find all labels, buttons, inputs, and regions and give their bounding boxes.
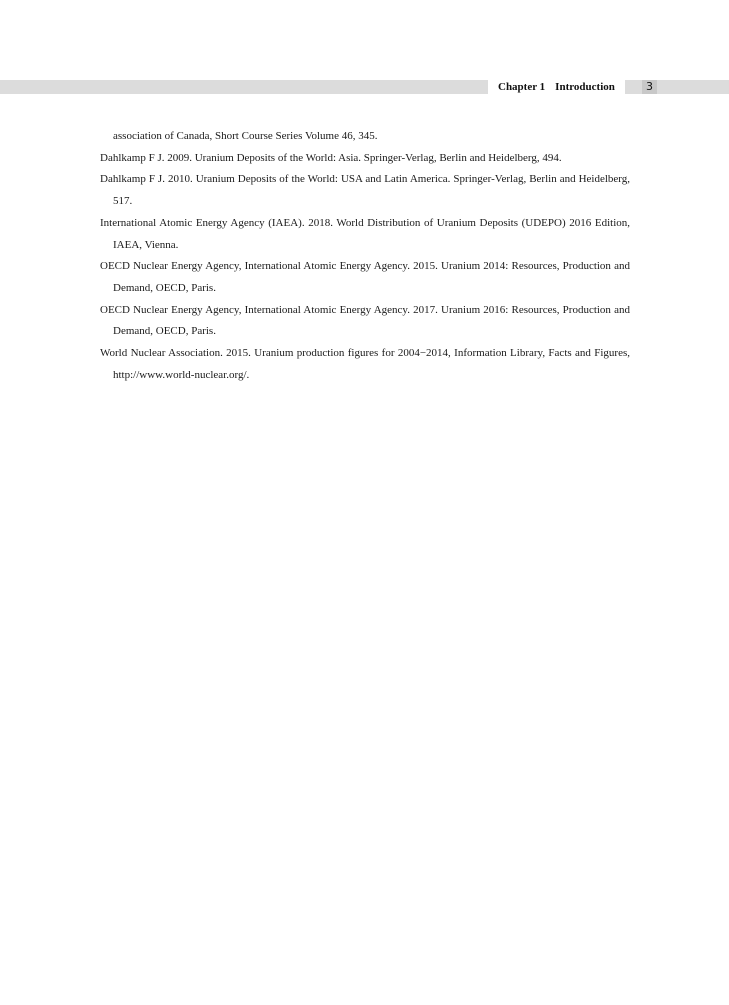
- reference-item: Dahlkamp F J. 2010. Uranium Deposits of the World: USA and Latin America. Springer-Verlag, Berlin and Heidelberg, 517.: [100, 173, 630, 208]
- running-header: [488, 80, 625, 94]
- page-number: 3: [642, 80, 657, 94]
- reference-item: World Nuclear Association. 2015. Uranium production figures for 2004−2014, Information Library, Facts and Figures, http://www.world-nuclear.org/.: [100, 347, 630, 381]
- reference-item: Dahlkamp F J. 2009. Uranium Deposits of the World: Asia. Springer-Verlag, Berlin and Heidelberg, 494.: [100, 151, 562, 164]
- reference-list: [100, 126, 630, 386]
- reference-item: association of Canada, Short Course Series Volume 46, 345.: [113, 130, 378, 142]
- chapter-label: Chapter 1: [498, 81, 546, 93]
- reference-item: OECD Nuclear Energy Agency, International Atomic Energy Agency. 2015. Uranium 2014: Resources, Production and Demand, OECD, Paris.: [100, 260, 630, 294]
- reference-item: International Atomic Energy Agency (IAEA). 2018. World Distribution of Uranium Deposits (UDEPO) 2016 Edition, IAEA, Vienna.: [100, 216, 630, 251]
- chapter-title: Introduction: [555, 81, 615, 93]
- reference-item: OECD Nuclear Energy Agency, International Atomic Energy Agency. 2017. Uranium 2016: Resources, Production and Demand, OECD, Paris.: [100, 303, 630, 338]
